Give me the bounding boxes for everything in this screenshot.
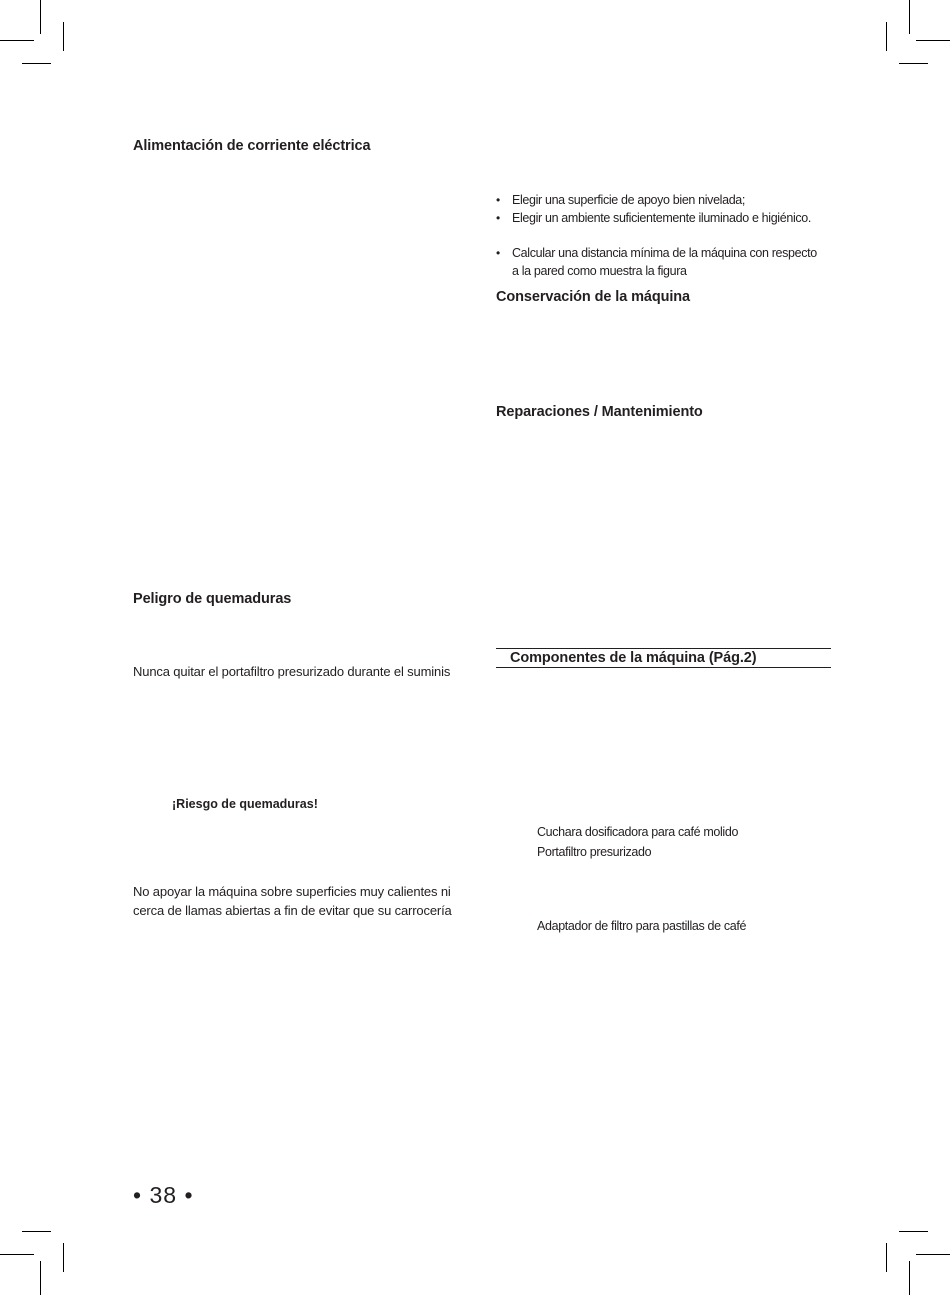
crop-mark-bottom-right-v [909,1261,910,1295]
heading-machine-components: Componentes de la máquina (Pág.2) [510,650,757,666]
heading-power-supply: Alimentación de corriente eléctrica [133,138,371,154]
page-number [133,1182,194,1209]
crop-mark-bottom-right-h2 [899,1231,928,1232]
crop-mark-bottom-left-v2 [63,1243,64,1272]
crop-mark-bottom-right-v2 [886,1243,887,1272]
crop-mark-top-right-v [909,0,910,34]
page-dot-right: • [184,1182,194,1208]
bullet-item: Elegir una superficie de apoyo bien nivelada; [512,193,746,207]
burn-warning: ¡Riesgo de quemaduras! [172,797,318,811]
crop-mark-bottom-left-v [40,1261,41,1295]
crop-mark-top-left-h2 [22,63,51,64]
heading-burn-danger: Peligro de quemaduras [133,591,292,607]
components-rule-top [496,648,831,649]
crop-mark-top-left-h [0,40,34,41]
crop-mark-top-right-h [916,40,950,41]
surface-text-line-1: No apoyar la máquina sobre superficies muy calientes ni [133,884,451,899]
burn-text: Nunca quitar el portafiltro presurizado durante el suminis [133,664,451,679]
bullet-icon: • [496,246,501,260]
component-item: Portafiltro presurizado [537,845,652,859]
bullet-icon: • [496,211,501,225]
crop-mark-bottom-left-h [0,1254,34,1255]
bullet-item: Calcular una distancia mínima de la máquina con respecto [512,246,817,260]
crop-mark-top-right-h2 [899,63,928,64]
bullet-icon: • [496,193,501,207]
crop-mark-bottom-left-h2 [22,1231,51,1232]
bullet-item-continuation: a la pared como muestra la figura [512,264,687,278]
component-item: Adaptador de filtro para pastillas de café [537,919,747,933]
heading-machine-conservation: Conservación de la máquina [496,289,691,305]
crop-mark-top-right-v2 [886,22,887,51]
page-number-value: 38 [149,1182,178,1208]
page-dot-left: • [133,1182,143,1208]
crop-mark-top-left-v2 [63,22,64,51]
component-item: Cuchara dosificadora para café molido [537,825,739,839]
heading-repairs-maintenance: Reparaciones / Mantenimiento [496,404,703,420]
bullet-item: Elegir un ambiente suficientemente iluminado e higiénico. [512,211,811,225]
surface-text-line-2: cerca de llamas abiertas a fin de evitar que su carrocería [133,903,452,918]
components-rule-bottom [496,667,831,668]
crop-mark-top-left-v [40,0,41,34]
crop-mark-bottom-right-h [916,1254,950,1255]
